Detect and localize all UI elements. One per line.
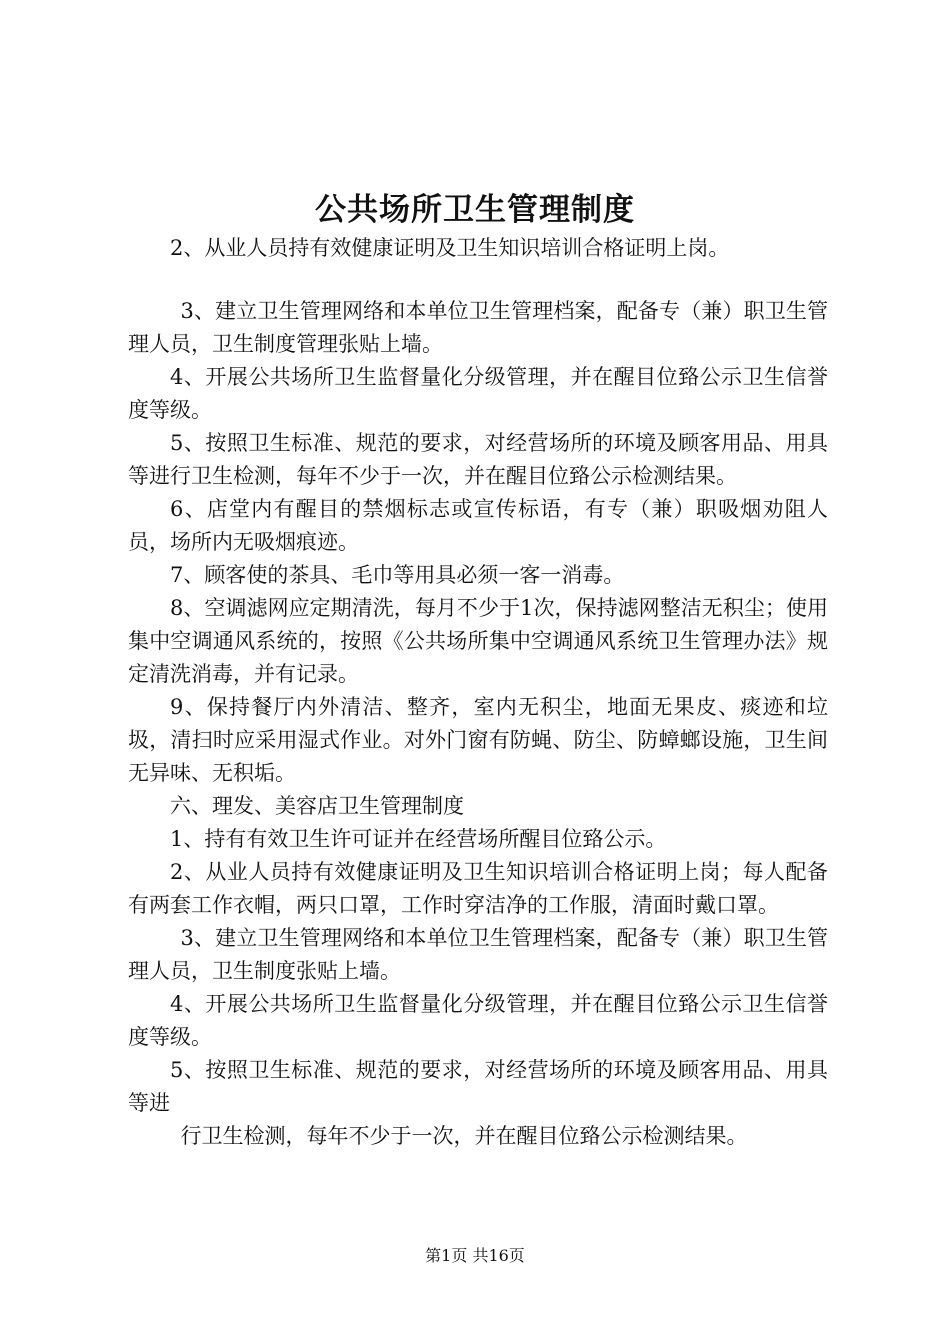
- paragraph: 7、顾客使的茶具、毛巾等用具必须一客一消毒。: [170, 563, 625, 587]
- document-title: 公共场所卫生管理制度: [315, 192, 635, 228]
- paragraph: 行卫生检测，每年不少于一次，并在醒目位臵公示检测结果。: [180, 1124, 748, 1148]
- paragraph: 8、空调滤网应定期清洗，每月不少于1次，保持滤网整洁无积尘；使用集中空调通风系统的，按照《公共场所集中空调通风系统卫生管理办法》规定清洗消毒，并有记录。: [128, 596, 828, 686]
- paragraph: 3、建立卫生管理网络和本单位卫生管理档案，配备专（兼）职卫生管理人员，卫生制度张贴上墙。: [128, 926, 828, 983]
- paragraph: 3、建立卫生管理网络和本单位卫生管理档案，配备专（兼）职卫生管理人员，卫生制度管理张贴上墙。: [128, 299, 828, 356]
- paragraph: 2、从业人员持有效健康证明及卫生知识培训合格证明上岗。: [170, 236, 730, 260]
- paragraph: 6、店堂内有醒目的禁烟标志或宣传标语，有专（兼）职吸烟劝阻人员，场所内无吸烟痕迹。: [128, 497, 828, 554]
- paragraph: 4、开展公共场所卫生监督量化分级管理，并在醒目位臵公示卫生信誉度等级。: [128, 365, 828, 422]
- document-body: [128, 232, 828, 1153]
- section-heading: 六、理发、美容店卫生管理制度: [170, 794, 464, 818]
- paragraph: 5、按照卫生标准、规范的要求，对经营场所的环境及顾客用品、用具等进行卫生检测，每年不少于一次，并在醒目位臵公示检测结果。: [128, 431, 828, 488]
- paragraph: 5、按照卫生标准、规范的要求，对经营场所的环境及顾客用品、用具等进: [128, 1058, 828, 1115]
- paragraph: 9、保持餐厅内外清洁、整齐，室内无积尘，地面无果皮、痰迹和垃圾，清扫时应采用湿式作业。对外门窗有防蝇、防尘、防蟑螂设施，卫生间无异味、无积垢。: [128, 695, 828, 785]
- paragraph: 4、开展公共场所卫生监督量化分级管理，并在醒目位臵公示卫生信誉度等级。: [128, 992, 828, 1049]
- paragraph: 1、持有有效卫生许可证并在经营场所醒目位臵公示。: [170, 827, 667, 851]
- page-footer: 第1页 共16页: [425, 1246, 525, 1265]
- paragraph: 2、从业人员持有效健康证明及卫生知识培训合格证明上岗；每人配备有两套工作衣帽，两只口罩，工作时穿洁净的工作服，清面时戴口罩。: [128, 860, 828, 917]
